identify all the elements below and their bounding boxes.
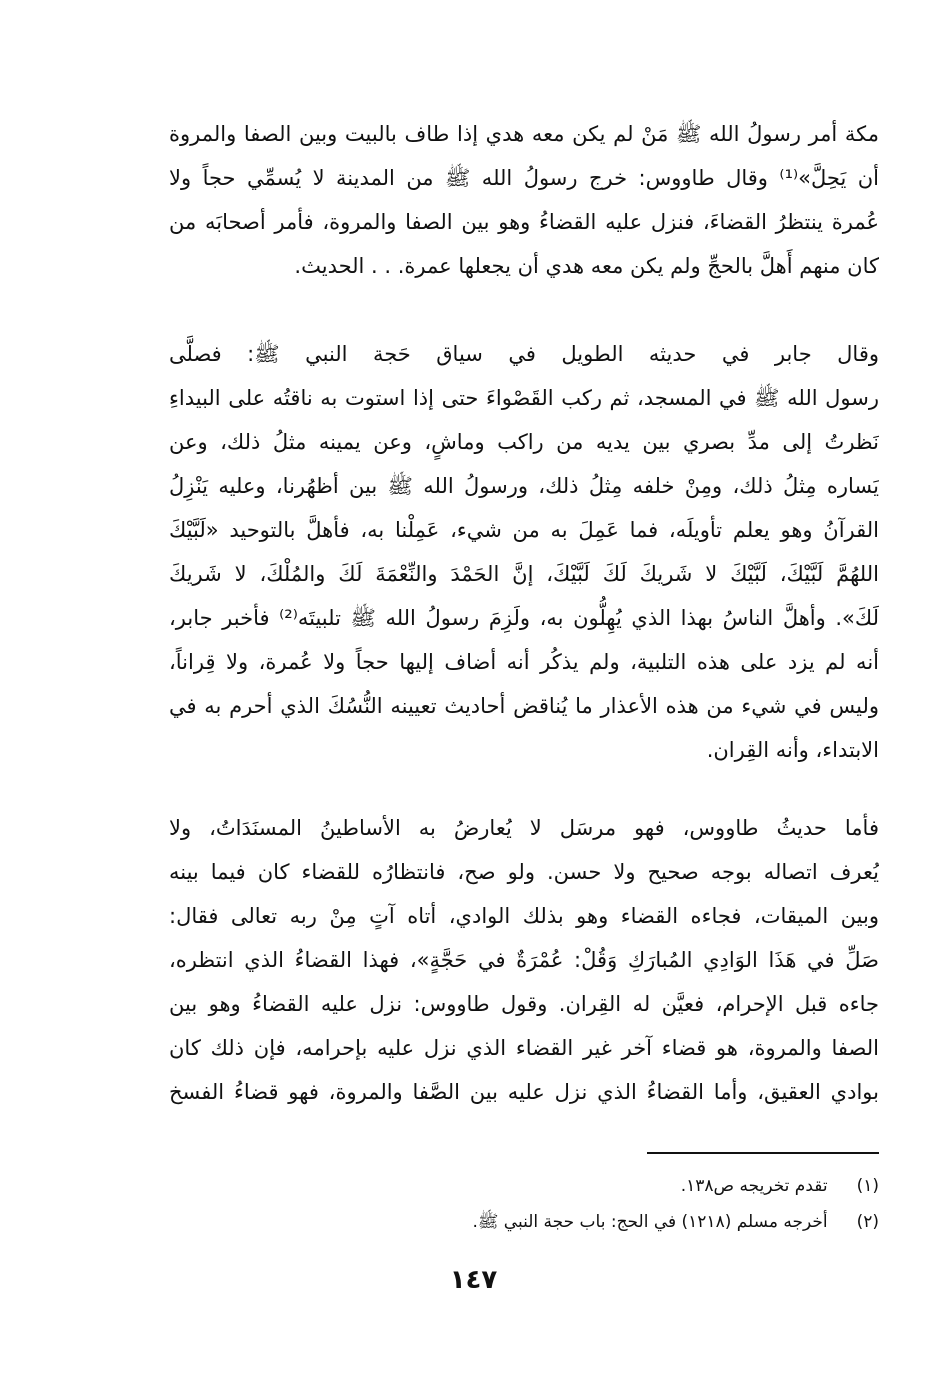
text-line: يُعرف اتصاله بوجه صحيح ولا حسن. ولو صح، فانتظارُه للقضاء كان فيما بينه [169, 860, 879, 884]
text-line: الابتداء، وأنه القِران. [706, 738, 879, 762]
text-line: أن يَحِلَّ»⁽¹⁾ وقال طاووس: خرج رسولُ الله ﷺ من المدينة لا يُسمِّي حجاً ولا [169, 166, 879, 190]
text-line: فأما حديثُ طاووس، فهو مرسَل لا يُعارضُ به الأساطينُ المسنَدَاتُ، ولا [169, 816, 879, 840]
text-line: رسول الله ﷺ في المسجد، ثم ركب القَصْواءَ حتى إذا استوت به ناقتُه على البيداءِ [169, 386, 879, 410]
footnote-1 [169, 1168, 879, 1204]
text-line: اللهُمَّ لَبَّيْكَ، لَبَّيْكَ لا شَريكَ لَكَ لَبَّيْكَ، إنَّ الحَمْدَ والنِّعْمَةَ لَكَ والمُلْكَ، لا شَريكَ [169, 562, 879, 586]
text-line: القرآنُ وهو يعلم تأويلَه، فما عَمِلَ به من شيء، عَمِلْنا به، فأهلَّ بالتوحيد «لَبَّيْكَ [169, 518, 879, 542]
text-line: بوادي العقيق، وأما القضاءُ الذي نزل عليه بين الصَّفا والمروة، فهو قضاءُ الفسخ [169, 1080, 879, 1104]
paragraph-1 [169, 112, 879, 288]
footnote-text: أخرجه مسلم (١٢١٨) في الحج: باب حجة النبي ﷺ. [472, 1212, 828, 1232]
footnote-text: تقدم تخريجه ص١٣٨. [680, 1176, 828, 1196]
footnote-marker: (١) [856, 1176, 879, 1196]
text-line: نَظرتُ إلى مدِّ بصري بين يديه من راكب وماشٍ، وعن يمينه مثلُ ذلك، وعن [169, 430, 879, 454]
text-line: يَساره مِثلُ ذلك، ومِنْ خلفه مِثلُ ذلك، ورسولُ الله ﷺ بين أظهُرنا، وعليه يَنْزِلُ [169, 474, 879, 498]
paragraph-3 [169, 806, 879, 1114]
text-line: وليس في شيء من هذه الأعذار ما يُناقض أحاديث تعيينه النُّسُكَ الذي أحرم به في [169, 694, 879, 718]
text-line: مكة أمر رسولُ الله ﷺ مَنْ لم يكن معه هدي إذا طاف بالبيت وبين الصفا والمروة [169, 122, 879, 146]
footnote-divider [647, 1152, 879, 1154]
page-number: ١٤٧ [449, 1265, 498, 1295]
text-line: أنه لم يزد على هذه التلبية، ولم يذكُر أنه أضاف إليها حجاً ولا عُمرة، ولا قِراناً، [169, 650, 879, 674]
text-line: عُمرة ينتظرُ القضاءَ، فنزل عليه القضاءُ وهو بين الصفا والمروة، فأمر أصحابَه من [169, 210, 879, 234]
text-line: لَكَ». وأهلَّ الناسُ بهذا الذي يُهِلُّون به، ولَزِمَ رسولُ الله ﷺ تلبيتَه⁽²⁾ فأخبر جابر، [169, 606, 879, 630]
text-line: كان منهم أَهلَّ بالحجِّ ولم يكن معه هدي أن يجعلها عمرة. . . الحديث. [294, 254, 879, 278]
paragraph-2 [169, 332, 879, 772]
text-line: وقال جابر في حديثه الطويل في سياق حَجة النبي ﷺ: فصلَّى [169, 342, 879, 366]
footnote-marker: (٢) [856, 1212, 879, 1232]
text-line: جاءه قبل الإحرام، فعيَّن له القِران. وقول طاووس: نزل عليه القضاءُ وهو بين [169, 992, 879, 1016]
text-line: الصفا والمروة، هو قضاء آخر غير القضاء الذي نزل عليه بإحرامه، فإن ذلك كان [169, 1036, 879, 1060]
text-line: صَلِّ في هَذَا الوَادِي المُبارَكِ وَقُلْ: عُمْرَةٌ في حَجَّةٍ»، فهذا القضاءُ الذي انتظره، [169, 948, 879, 972]
footnotes [169, 1168, 879, 1240]
footnote-2 [169, 1204, 879, 1240]
text-line: وبين الميقات، فجاءه القضاء وهو بذلك الوادي، أتاه آتٍ مِنْ ربه تعالى فقال: [169, 904, 879, 928]
